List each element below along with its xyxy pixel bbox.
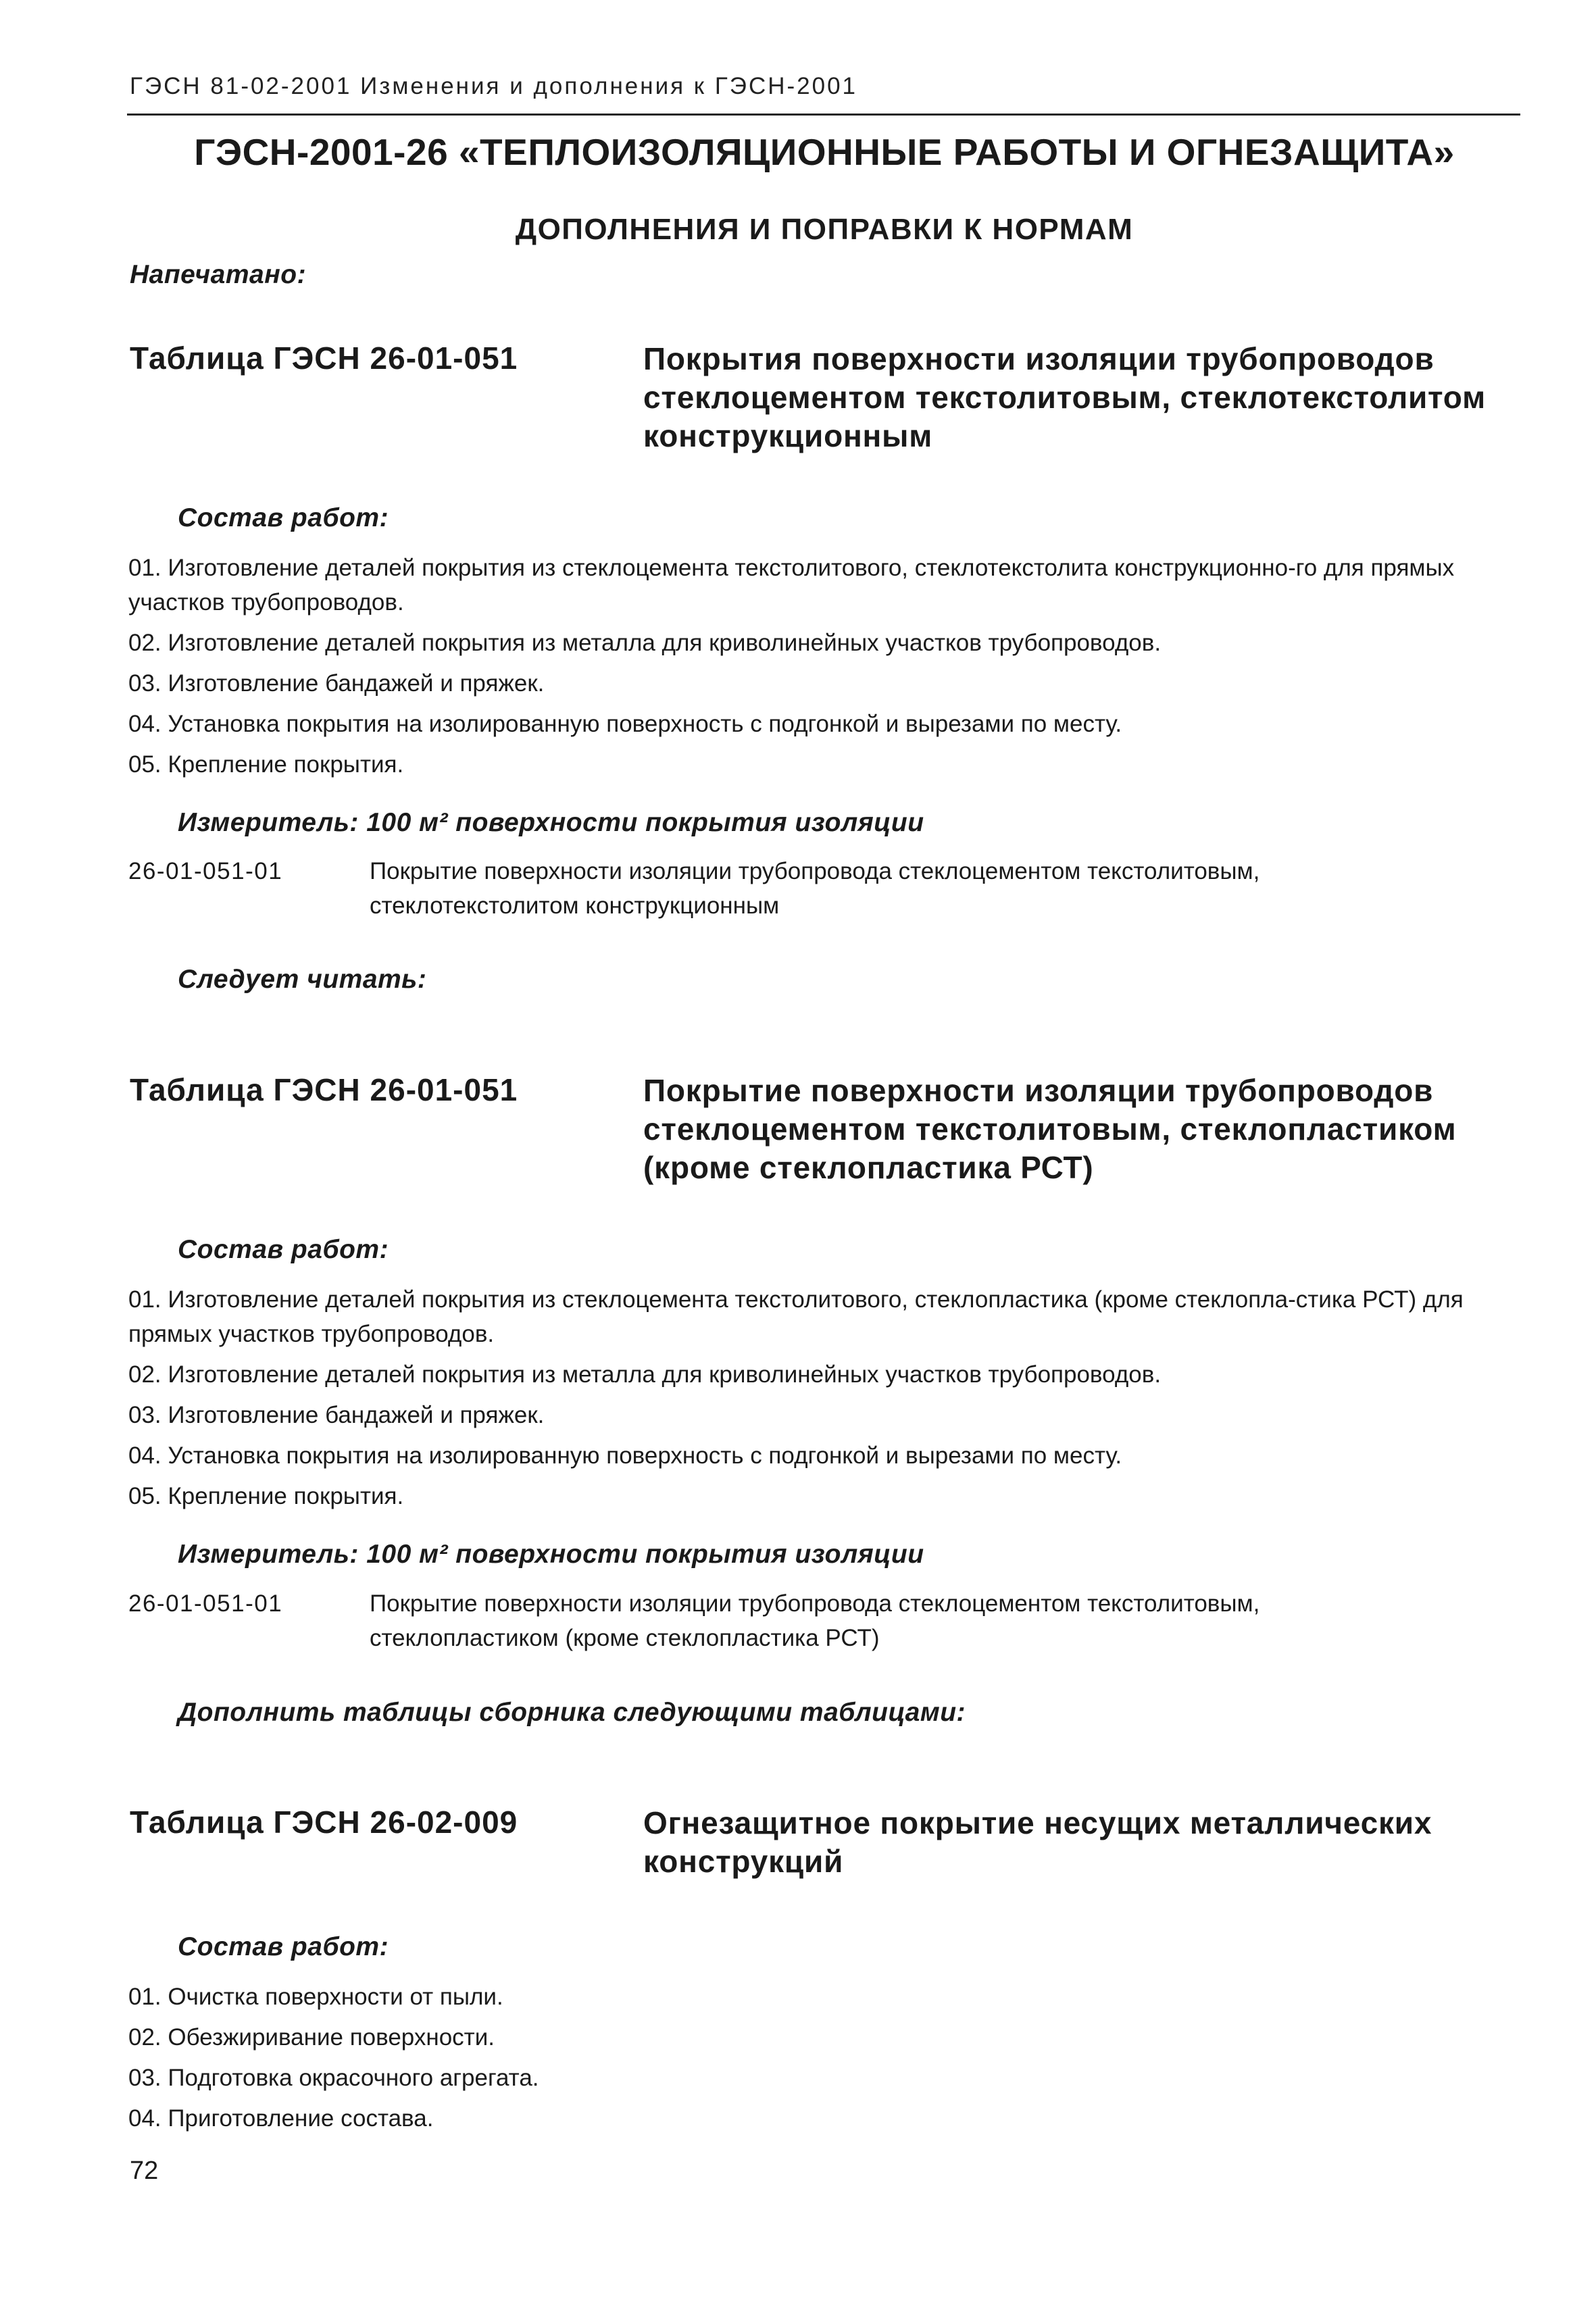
norm-description: Покрытие поверхности изоляции трубопровода стеклоцементом текстолитовым, стеклопластиком (кроме стеклопластика РСТ) xyxy=(370,1590,1260,1651)
document-title: ГЭСН-2001-26 «ТЕПЛОИЗОЛЯЦИОННЫЕ РАБОТЫ И ОГНЕЗАЩИТА» xyxy=(194,131,1455,173)
supplement-label: Дополнить таблицы сборника следующими таблицами: xyxy=(178,1698,966,1727)
printed-label: Напечатано: xyxy=(130,260,307,289)
list-item: 02. Изготовление деталей покрытия из металла для криволинейных участков трубопроводов. xyxy=(128,630,1162,656)
meter-label: Измеритель: 100 м² поверхности покрытия изоляции xyxy=(178,1540,924,1569)
list-item: 02. Обезжиривание поверхности. xyxy=(128,2024,495,2051)
table-label: Таблица ГЭСН 26-01-051 xyxy=(130,341,518,376)
work-list xyxy=(128,551,1507,788)
list-item: 03. Подготовка окрасочного агрегата. xyxy=(128,2065,539,2091)
list-item: 04. Установка покрытия на изолированную поверхность с подгонкой и вырезами по месту. xyxy=(128,711,1122,737)
list-item: 01. Изготовление деталей покрытия из стеклоцемента текстолитового, стеклопластика (кроме стеклопла-стика РСТ) для прямых участков трубопроводов. xyxy=(128,1286,1464,1347)
table-title: Покрытия поверхности изоляции трубопроводов стеклоцементом текстолитовым, стеклотекстолитом конструкционным xyxy=(643,341,1486,453)
list-item: 01. Изготовление деталей покрытия из стеклоцемента текстолитового, стеклотекстолита конструкционно-го для прямых участков трубопроводов. xyxy=(128,555,1455,615)
norm-description: Покрытие поверхности изоляции трубопровода стеклоцементом текстолитовым, стеклотекстолитом конструкционным xyxy=(370,858,1260,919)
document-subtitle: ДОПОЛНЕНИЯ И ПОПРАВКИ К НОРМАМ xyxy=(515,213,1134,246)
work-list xyxy=(128,1282,1507,1519)
list-item: 03. Изготовление бандажей и пряжек. xyxy=(128,1402,545,1428)
norm-code: 26-01-051-01 xyxy=(128,858,283,884)
list-item: 01. Очистка поверхности от пыли. xyxy=(128,1984,503,2010)
page-number: 72 xyxy=(130,2157,159,2185)
table-title: Покрытие поверхности изоляции трубопроводов стеклоцементом текстолитовым, стеклопластиком (кроме стеклопластика РСТ) xyxy=(643,1073,1457,1185)
meter-label: Измеритель: 100 м² поверхности покрытия изоляции xyxy=(178,808,924,837)
table-label: Таблица ГЭСН 26-02-009 xyxy=(130,1805,518,1840)
list-item: 05. Крепление покрытия. xyxy=(128,751,404,778)
header-divider xyxy=(127,114,1520,116)
list-item: 02. Изготовление деталей покрытия из металла для криволинейных участков трубопроводов. xyxy=(128,1361,1162,1388)
read-as-label: Следует читать: xyxy=(178,965,427,994)
running-head: ГЭСН 81-02-2001 Изменения и дополнения к ГЭСН-2001 xyxy=(130,73,858,99)
list-item: 03. Изготовление бандажей и пряжек. xyxy=(128,670,545,697)
list-item: 05. Крепление покрытия. xyxy=(128,1483,404,1509)
table-title: Огнезащитное покрытие несущих металлических конструкций xyxy=(643,1805,1432,1879)
table-label: Таблица ГЭСН 26-01-051 xyxy=(130,1072,518,1107)
list-item: 04. Установка покрытия на изолированную поверхность с подгонкой и вырезами по месту. xyxy=(128,1442,1122,1469)
list-item: 04. Приготовление состава. xyxy=(128,2105,434,2132)
work-composition-label: Состав работ: xyxy=(178,503,389,532)
work-composition-label: Состав работ: xyxy=(178,1235,389,1264)
work-list xyxy=(128,1980,1507,2142)
norm-code: 26-01-051-01 xyxy=(128,1590,283,1617)
work-composition-label: Состав работ: xyxy=(178,1932,389,1961)
